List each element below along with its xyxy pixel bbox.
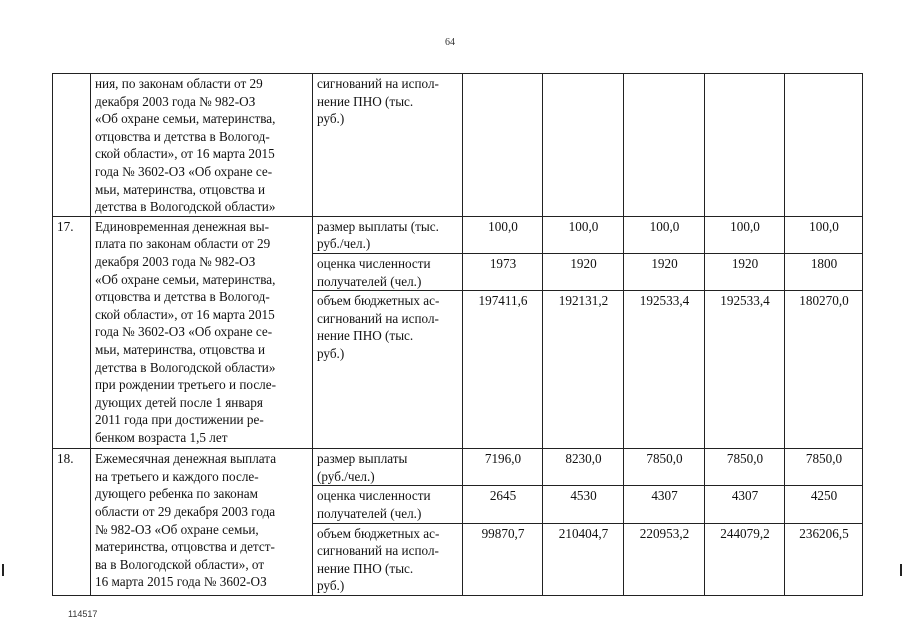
description-line: № 982-ОЗ «Об охране семьи, — [95, 521, 259, 537]
benefits-table — [52, 73, 863, 596]
row-number: 17. — [53, 216, 91, 448]
indicator-label — [313, 74, 463, 217]
description-line: ской области», от 16 марта 2015 — [95, 146, 275, 162]
value-cell — [705, 74, 785, 217]
description-line: ва в Вологодской области», от — [95, 556, 265, 572]
description-line: при рождении третьего и после- — [95, 377, 276, 393]
description-line: мьи, материнства, отцовства и — [95, 341, 266, 357]
description-line: дующего ребенка по законам — [95, 486, 258, 502]
description-line: Единовременная денежная вы- — [95, 218, 270, 234]
indicator-line: (руб./чел.) — [317, 468, 375, 484]
indicator-line: оценка численности — [317, 488, 431, 504]
value-cell: 236206,5 — [785, 523, 863, 595]
right-edge-mark — [900, 564, 902, 576]
value-cell — [785, 74, 863, 217]
value-cell: 8230,0 — [543, 449, 624, 486]
value-cell — [463, 74, 543, 217]
indicator-line: объем бюджетных ас- — [317, 293, 440, 309]
footer-code: 114517 — [68, 609, 98, 619]
value-cell: 197411,6 — [463, 291, 543, 449]
indicator-line: сигнований на испол- — [317, 543, 439, 559]
description-line: «Об охране семьи, материнства, — [95, 271, 276, 287]
table-row — [53, 449, 863, 486]
indicator-line: сигнований на испол- — [317, 310, 439, 326]
description-line: 16 марта 2015 года № 3602-ОЗ — [95, 574, 267, 590]
value-cell: 7850,0 — [624, 449, 705, 486]
indicator-line: получателей (чел.) — [317, 505, 422, 521]
value-cell: 4307 — [705, 486, 785, 523]
indicator-line: получателей (чел.) — [317, 273, 422, 289]
indicator-line: сигнований на испол- — [317, 76, 439, 91]
indicator-label — [313, 291, 463, 449]
page-number: 64 — [445, 37, 455, 48]
description-line: 2011 года при достижении ре- — [95, 412, 264, 428]
indicator-label — [313, 449, 463, 486]
value-cell: 99870,7 — [463, 523, 543, 595]
value-cell: 100,0 — [785, 216, 863, 253]
description-line: Ежемесячная денежная выплата — [95, 451, 277, 467]
description-line: детства в Вологодской области» — [95, 199, 276, 215]
value-cell: 7196,0 — [463, 449, 543, 486]
indicator-line: оценка численности — [317, 255, 431, 271]
value-cell: 100,0 — [705, 216, 785, 253]
description-line: детства в Вологодской области» — [95, 359, 276, 375]
indicator-label — [313, 253, 463, 290]
value-cell: 100,0 — [543, 216, 624, 253]
value-cell: 1920 — [543, 253, 624, 290]
description-line: на третьего и каждого после- — [95, 468, 259, 484]
row-number: 18. — [53, 449, 91, 596]
indicator-label — [313, 523, 463, 595]
indicator-label — [313, 486, 463, 523]
indicator-line: руб.) — [317, 111, 345, 127]
value-cell: 220953,2 — [624, 523, 705, 595]
description-line: области от 29 декабря 2003 года — [95, 503, 276, 519]
table-row — [53, 216, 863, 253]
benefit-description — [91, 449, 313, 596]
benefit-description — [91, 216, 313, 448]
value-cell — [543, 74, 624, 217]
indicator-line: нение ПНО (тыс. — [317, 93, 414, 109]
description-line: декабря 2003 года № 982-ОЗ — [95, 93, 256, 109]
description-line: бенком возраста 1,5 лет — [95, 429, 228, 445]
value-cell: 4307 — [624, 486, 705, 523]
value-cell: 1973 — [463, 253, 543, 290]
description-line: ния, по законам области от 29 — [95, 76, 263, 91]
value-cell: 4530 — [543, 486, 624, 523]
description-line: «Об охране семьи, материнства, — [95, 111, 276, 127]
description-line: мьи, материнства, отцовства и — [95, 181, 266, 197]
value-cell: 1920 — [624, 253, 705, 290]
value-cell: 100,0 — [463, 216, 543, 253]
description-line: плата по законам области от 29 — [95, 236, 271, 252]
row-number — [53, 74, 91, 217]
description-line: декабря 2003 года № 982-ОЗ — [95, 253, 256, 269]
indicator-line: руб.) — [317, 345, 345, 361]
description-line: отцовства и детства в Вологод- — [95, 128, 270, 144]
value-cell: 192533,4 — [624, 291, 705, 449]
value-cell: 7850,0 — [785, 449, 863, 486]
description-line: дующих детей после 1 января — [95, 394, 263, 410]
value-cell: 210404,7 — [543, 523, 624, 595]
value-cell: 7850,0 — [705, 449, 785, 486]
indicator-line: размер выплаты — [317, 451, 408, 467]
value-cell: 192533,4 — [705, 291, 785, 449]
value-cell: 100,0 — [624, 216, 705, 253]
description-line: ской области», от 16 марта 2015 — [95, 306, 275, 322]
table-row — [53, 74, 863, 217]
description-line: материнства, отцовства и детст- — [95, 539, 275, 555]
indicator-line: объем бюджетных ас- — [317, 525, 440, 541]
value-cell: 244079,2 — [705, 523, 785, 595]
indicator-line: нение ПНО (тыс. — [317, 560, 414, 576]
indicator-line: нение ПНО (тыс. — [317, 328, 414, 344]
value-cell: 4250 — [785, 486, 863, 523]
value-cell: 180270,0 — [785, 291, 863, 449]
value-cell: 2645 — [463, 486, 543, 523]
value-cell: 1920 — [705, 253, 785, 290]
description-line: года № 3602-ОЗ «Об охране се- — [95, 163, 273, 179]
value-cell: 1800 — [785, 253, 863, 290]
benefit-description — [91, 74, 313, 217]
value-cell: 192131,2 — [543, 291, 624, 449]
left-edge-mark — [2, 564, 4, 576]
description-line: года № 3602-ОЗ «Об охране се- — [95, 324, 273, 340]
value-cell — [624, 74, 705, 217]
indicator-line: размер выплаты (тыс. — [317, 218, 439, 234]
indicator-label — [313, 216, 463, 253]
description-line: отцовства и детства в Вологод- — [95, 289, 270, 305]
indicator-line: руб.) — [317, 578, 345, 594]
indicator-line: руб./чел.) — [317, 236, 371, 252]
